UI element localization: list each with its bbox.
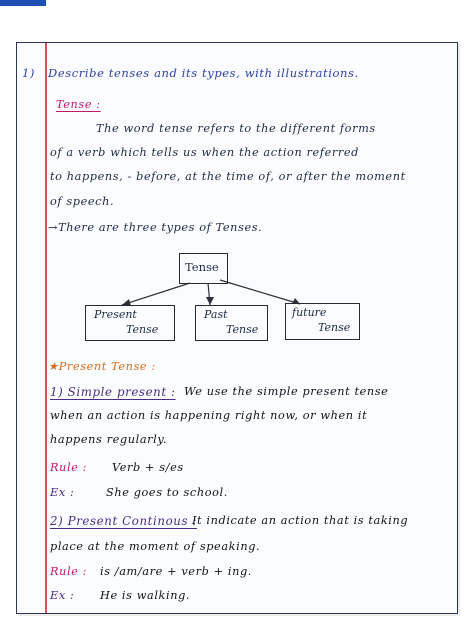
present-continuous-line-2: place at the moment of speaking.: [50, 540, 261, 553]
past-tense-line-1: Past: [204, 308, 228, 321]
continuous-example-label: Ex :: [50, 589, 75, 602]
future-tense-line-1: future: [292, 306, 327, 319]
simple-present-line-1: We use the simple present tense: [184, 385, 389, 398]
definition-line-2: of a verb which tells us when the action referred: [50, 146, 359, 159]
continuous-example-text: He is walking.: [100, 589, 191, 602]
present-continuous-title: 2) Present Continous :: [50, 514, 198, 528]
definition-line-3: to happens, - before, at the time of, or after the moment: [50, 170, 406, 183]
question-number: 1): [22, 66, 36, 80]
simple-present-title: 1) Simple present :: [50, 385, 176, 399]
simple-present-line-3: happens regularly.: [50, 433, 168, 446]
present-continuous-line-1: It indicate an action that is taking: [192, 514, 409, 527]
definition-heading: Tense :: [56, 98, 101, 111]
continuous-rule-label: Rule :: [50, 565, 88, 578]
tense-root-label: Tense: [185, 260, 219, 274]
continuous-rule-text: is /am/are + verb + ing.: [100, 565, 252, 578]
future-tense-line-2: Tense: [318, 321, 351, 334]
past-tense-line-2: Tense: [226, 323, 259, 336]
simple-rule-label: Rule :: [50, 461, 88, 474]
simple-example-text: She goes to school.: [106, 486, 228, 499]
definition-line-1: The word tense refers to the different forms: [96, 122, 376, 135]
past-tense-box: [195, 305, 268, 341]
present-tense-heading: ★Present Tense :: [48, 360, 156, 373]
simple-example-label: Ex :: [50, 486, 75, 499]
simple-rule-text: Verb + s/es: [112, 461, 184, 474]
simple-present-line-2: when an action is happening right now, or when it: [50, 409, 368, 422]
question-text: Describe tenses and its types, with illustrations.: [48, 66, 359, 80]
present-tense-line-2: Tense: [126, 323, 159, 336]
present-tense-box: [85, 305, 175, 341]
types-line: →There are three types of Tenses.: [48, 221, 263, 234]
margin-line: [45, 43, 47, 613]
present-tense-line-1: Present: [94, 308, 137, 321]
future-tense-box: [285, 303, 360, 340]
definition-line-4: of speech.: [50, 195, 115, 208]
tense-root-box: [179, 253, 228, 284]
top-edge-marker: [0, 0, 46, 6]
